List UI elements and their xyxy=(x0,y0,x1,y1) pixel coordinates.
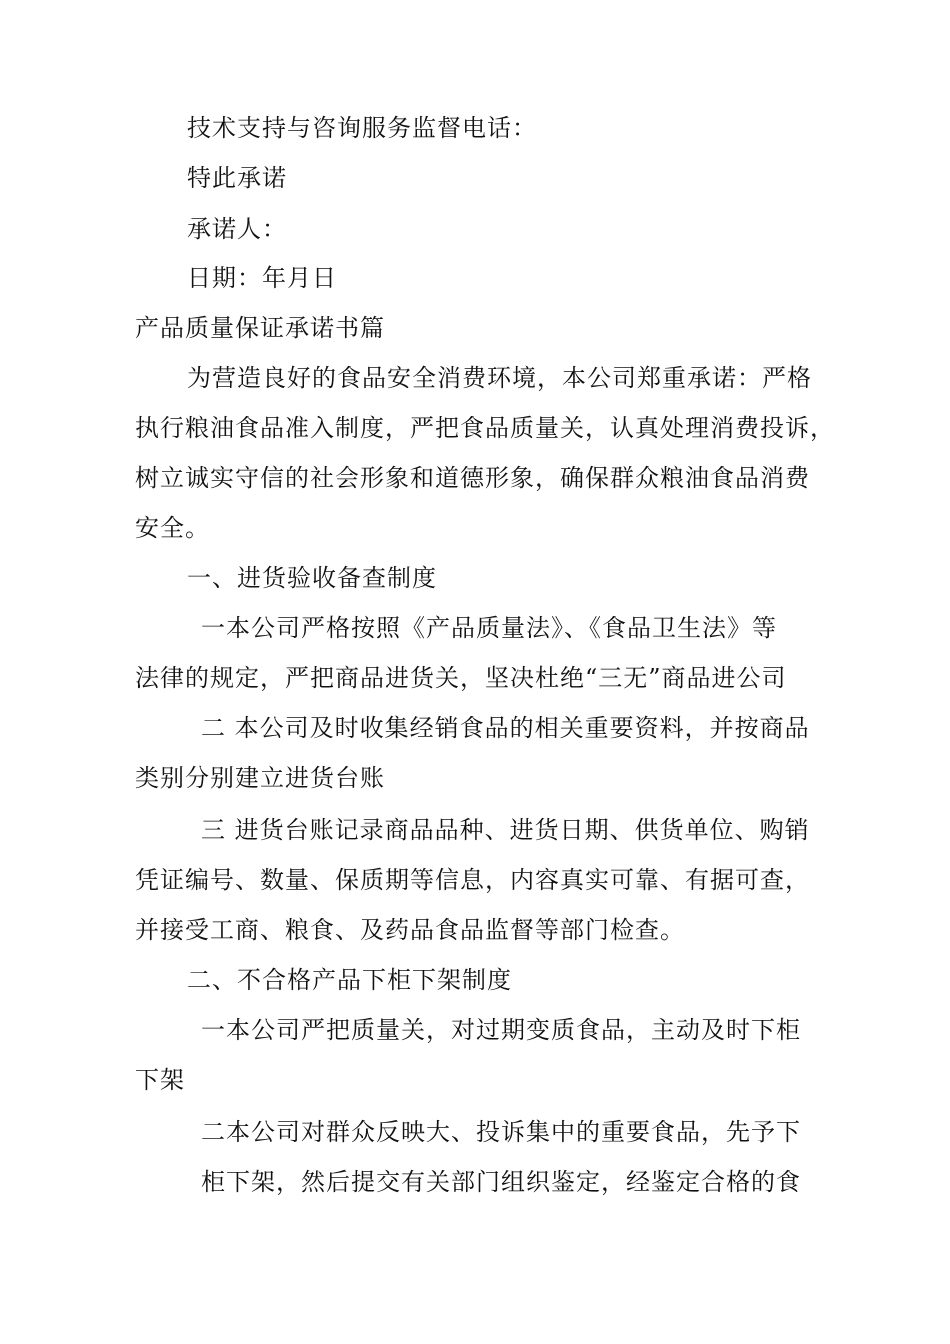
text-line-3: 承诺人： xyxy=(187,215,287,243)
text-line-20: 下架 xyxy=(135,1066,185,1094)
text-line-15: 三 进货台账记录商品品种、进货日期、供货单位、购销 xyxy=(201,816,810,844)
text-line-13: 二 本公司及时收集经销食品的相关重要资料，并按商品 xyxy=(201,714,810,742)
text-line-22: 柜下架，然后提交有关部门组织鉴定，经鉴定合格的食 xyxy=(201,1168,801,1196)
text-line-7: 执行粮油食品准入制度，严把食品质量关，认真处理消费投诉， xyxy=(135,414,835,442)
text-line-21: 二本公司对群众反映大、投诉集中的重要食品，先予下 xyxy=(201,1118,801,1146)
text-line-11: 一本公司严格按照《产品质量法》、《食品卫生法》等 xyxy=(201,614,777,642)
subsection-heading-2: 二、不合格产品下柜下架制度 xyxy=(187,966,512,994)
text-line-1: 技术支持与咨询服务监督电话： xyxy=(187,114,537,142)
text-line-16: 凭证编号、数量、保质期等信息，内容真实可靠、有据可查， xyxy=(135,866,810,894)
text-line-14: 类别分别建立进货台账 xyxy=(135,764,385,792)
text-line-9: 安全。 xyxy=(135,514,210,542)
text-line-6: 为营造良好的食品安全消费环境，本公司郑重承诺：严格 xyxy=(187,364,812,392)
text-line-12: 法律的规定，严把商品进货关，坚决杜绝“三无”商品进公司 xyxy=(135,664,787,692)
text-line-19: 一本公司严把质量关，对过期变质食品，主动及时下柜 xyxy=(201,1016,801,1044)
text-line-2: 特此承诺 xyxy=(187,164,287,192)
text-line-8: 树立诚实守信的社会形象和道德形象，确保群众粮油食品消费 xyxy=(135,464,810,492)
text-line-4: 日期：年月日 xyxy=(187,264,337,292)
section-heading: 产品质量保证承诺书篇 xyxy=(135,314,385,342)
subsection-heading-1: 一、进货验收备查制度 xyxy=(187,564,437,592)
text-line-17: 并接受工商、粮食、及药品食品监督等部门检查。 xyxy=(135,916,685,944)
